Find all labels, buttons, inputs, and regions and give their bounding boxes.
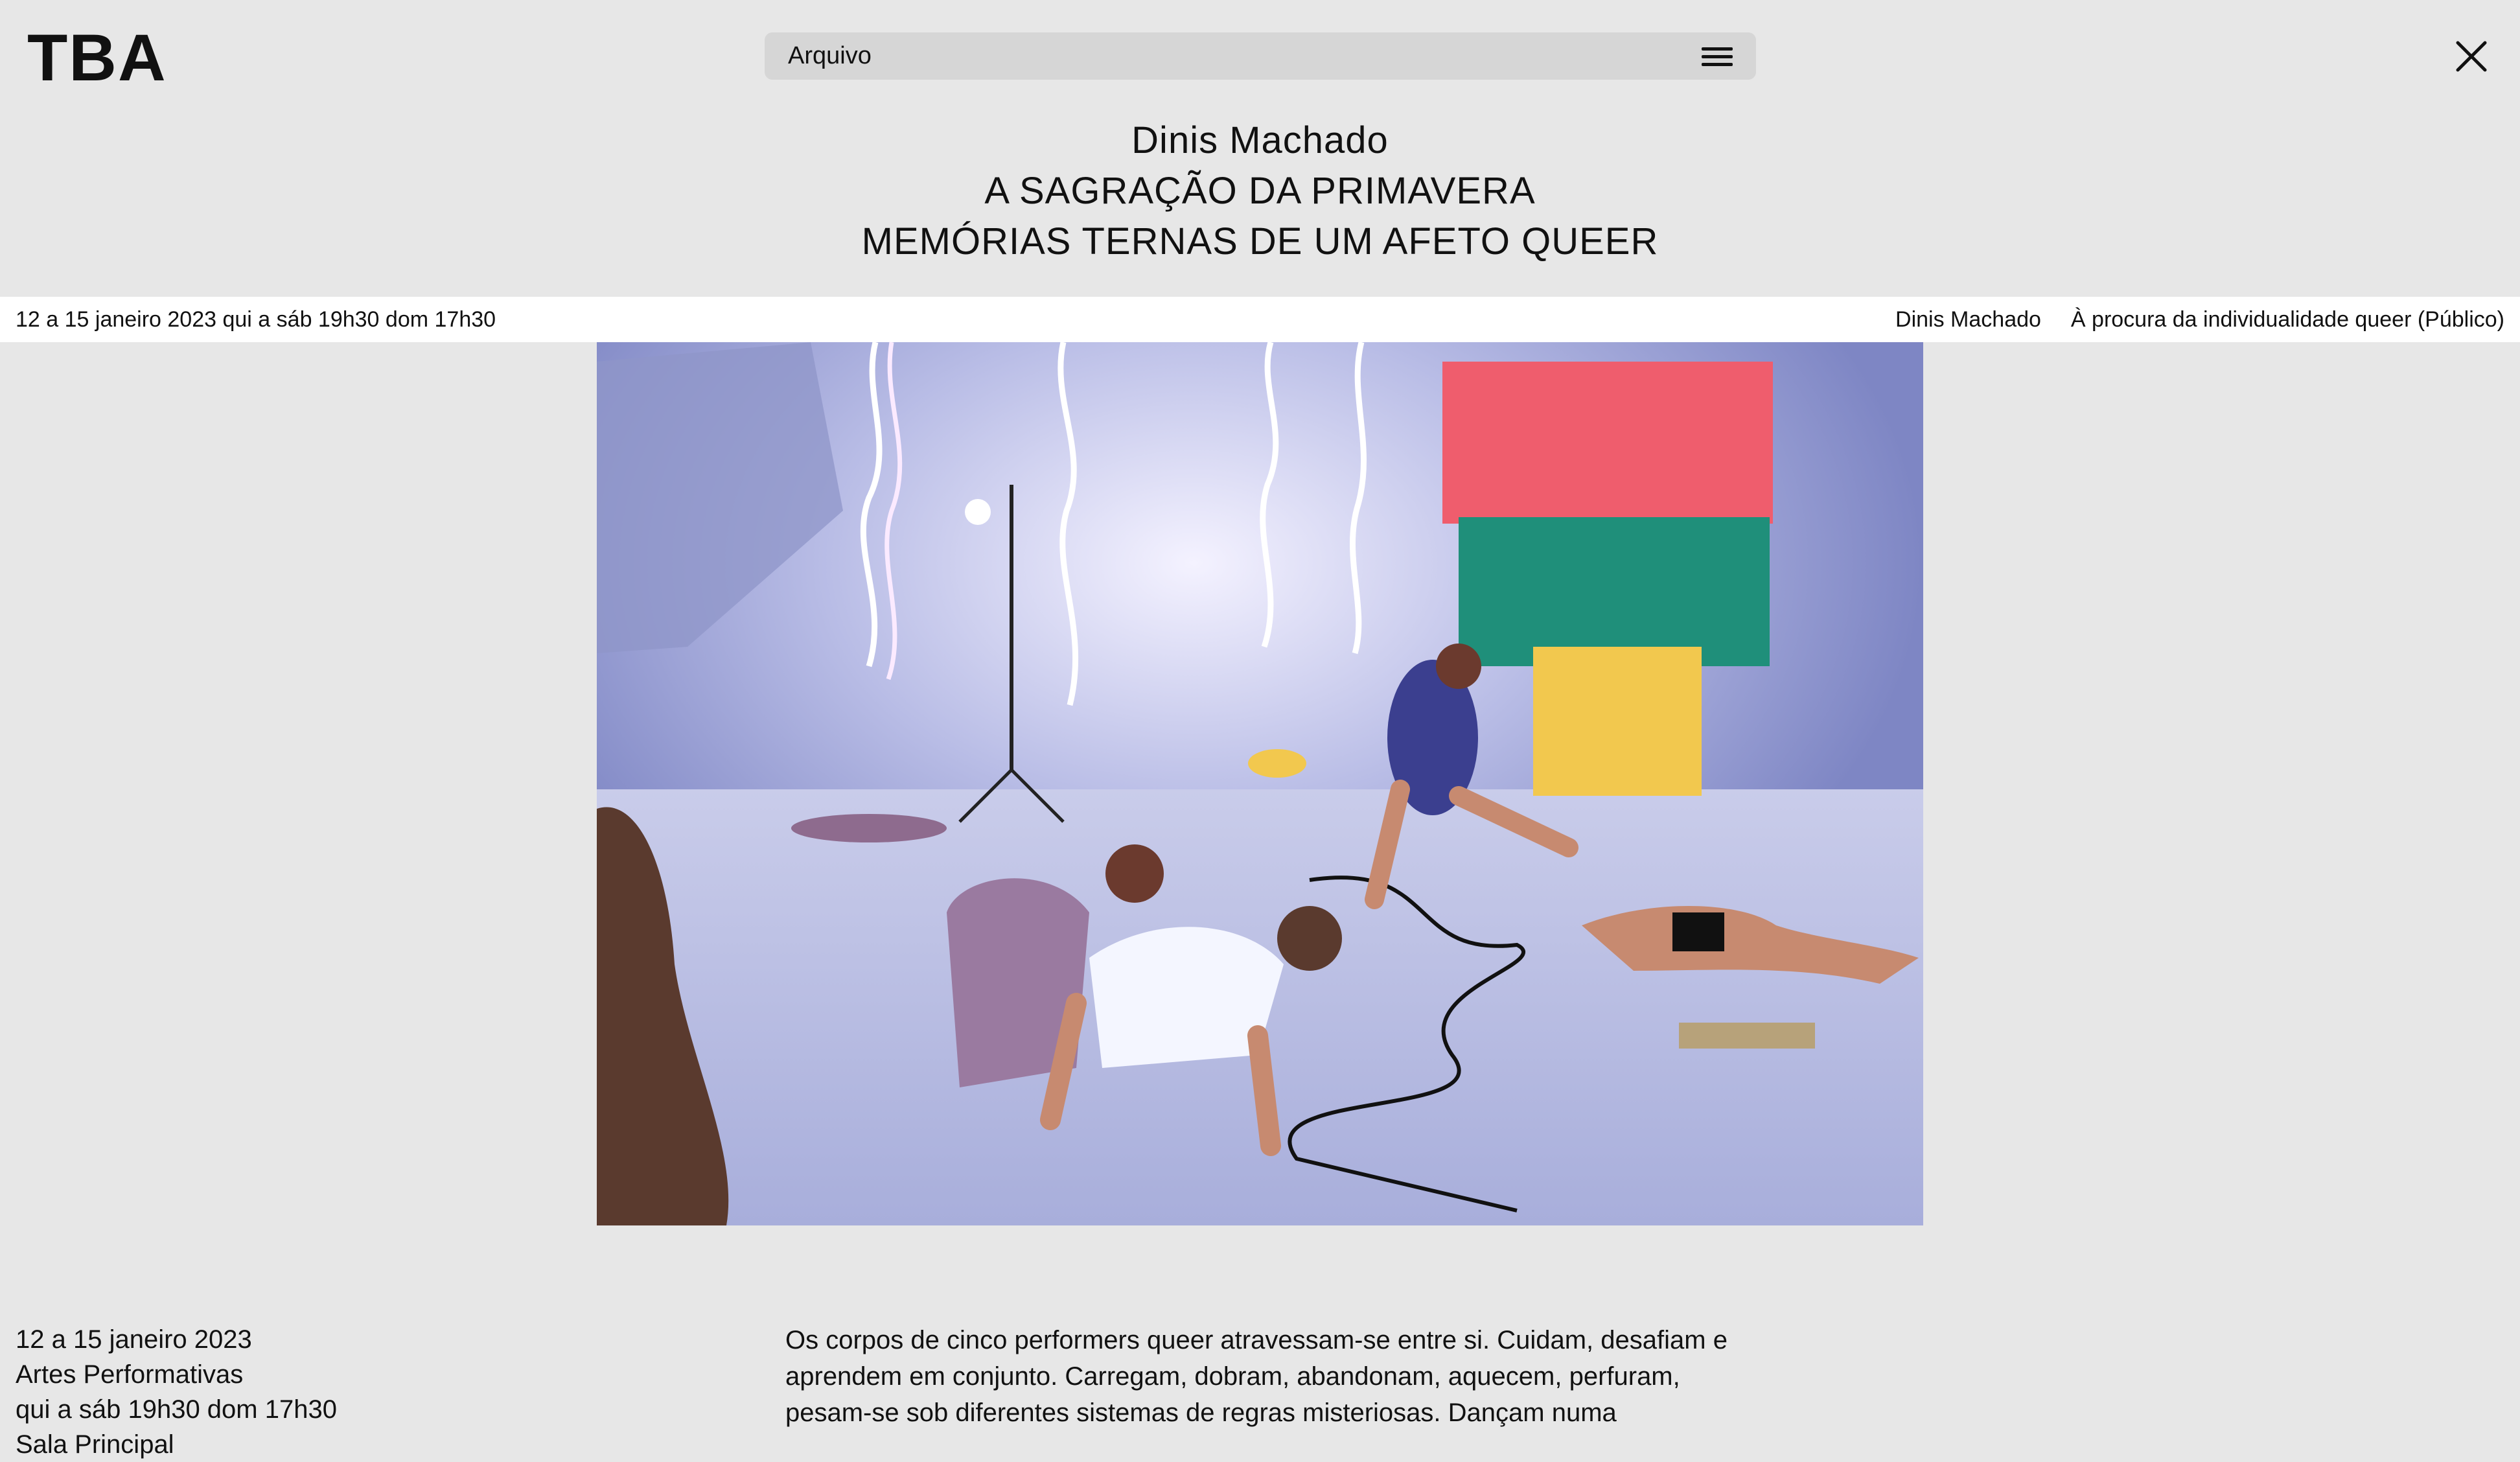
description-line: Os corpos de cinco performers queer atravessam-se entre si. Cuidam, desafiam e xyxy=(785,1326,1728,1354)
description-line: aprendem em conjunto. Carregam, dobram, abandonam, aquecem, perfuram, xyxy=(785,1362,1680,1391)
event-details xyxy=(16,1322,337,1462)
description-line: pesam-se sob diferentes sistemas de regras misteriosas. Dançam numa xyxy=(785,1398,1617,1427)
related-event-link[interactable]: À procura da individualidade queer (Público) xyxy=(2070,307,2504,332)
schedule-text: 12 a 15 janeiro 2023 qui a sáb 19h30 dom 17h30 xyxy=(16,307,496,332)
event-title-line1: A SAGRAÇÃO DA PRIMAVERA xyxy=(984,170,1536,212)
details-dates: 12 a 15 janeiro 2023 xyxy=(16,1325,252,1354)
tba-logo[interactable]: TBA xyxy=(27,21,167,95)
details-category[interactable]: Artes Performativas xyxy=(16,1360,244,1389)
performance-photo xyxy=(597,342,1923,1225)
event-artist: Dinis Machado xyxy=(1131,119,1389,161)
details-venue: Sala Principal xyxy=(16,1430,174,1459)
event-title-line2: MEMÓRIAS TERNAS DE UM AFETO QUEER xyxy=(861,220,1659,262)
event-description xyxy=(785,1322,1731,1431)
details-times: qui a sáb 19h30 dom 17h30 xyxy=(16,1395,337,1424)
hamburger-menu-icon[interactable] xyxy=(1702,45,1733,68)
info-strip xyxy=(0,297,2520,342)
close-icon[interactable] xyxy=(2455,40,2488,73)
event-title-block xyxy=(0,115,2520,267)
artist-link[interactable]: Dinis Machado xyxy=(1895,307,2041,332)
related-links xyxy=(1895,307,2504,332)
search-label: Arquivo xyxy=(788,42,872,69)
archive-search-bar[interactable] xyxy=(765,32,1756,80)
